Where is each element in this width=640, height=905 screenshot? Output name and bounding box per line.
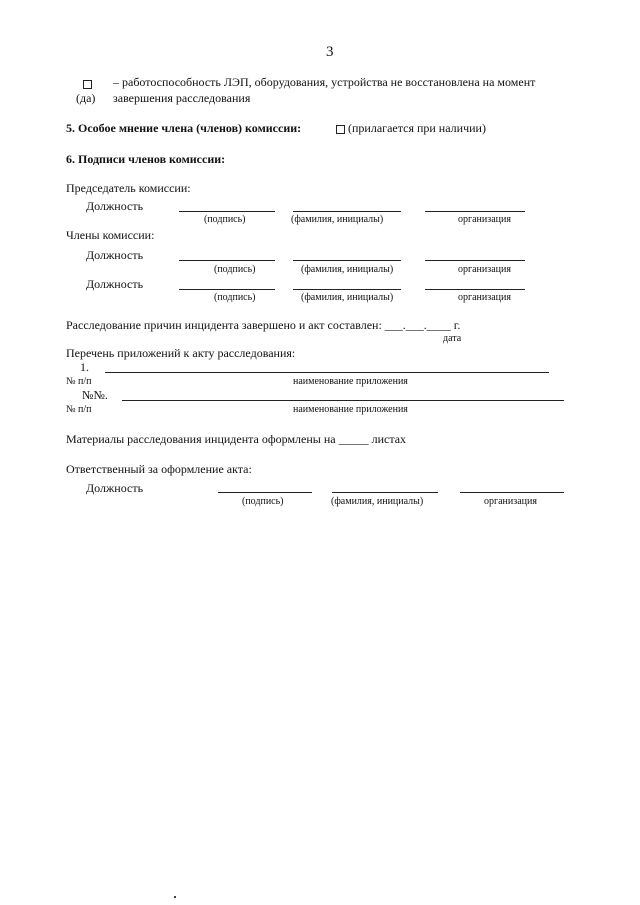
- restore-text-line2: завершения расследования: [113, 91, 251, 105]
- attachment-1-num-caption: № п/п: [66, 376, 92, 387]
- attachment-1-line[interactable]: [105, 372, 549, 373]
- chairman-position-label: Должность: [86, 199, 144, 213]
- member1-position-label: Должность: [86, 248, 144, 262]
- restore-text-line1: – работоспособность ЛЭП, оборудования, устройства не восстановлена на момент: [113, 75, 536, 89]
- chairman-name-line[interactable]: [293, 211, 401, 212]
- section5-note: (прилагается при наличии): [348, 121, 486, 135]
- section6-title: 6. Подписи членов комиссии:: [66, 152, 226, 166]
- attachment-2-num: №№.: [82, 388, 108, 402]
- member2-org-line[interactable]: [425, 289, 525, 290]
- restore-marker: (да): [76, 91, 96, 105]
- checkbox-special-opinion[interactable]: [336, 125, 345, 134]
- attachment-2-num-caption: № п/п: [66, 404, 92, 415]
- member2-name-caption: (фамилия, инициалы): [301, 292, 394, 303]
- attachment-2-line[interactable]: [122, 400, 564, 401]
- responsible-name-caption: (фамилия, инициалы): [331, 496, 424, 507]
- date-caption: дата: [443, 333, 462, 344]
- attachment-1-name-caption: наименование приложения: [293, 376, 408, 387]
- chairman-signature-line[interactable]: [179, 211, 275, 212]
- attachments-title: Перечень приложений к акту расследования:: [66, 346, 296, 360]
- member1-signature-line[interactable]: [179, 260, 275, 261]
- responsible-label: Ответственный за оформление акта:: [66, 462, 252, 476]
- attachment-2-name-caption: наименование приложения: [293, 404, 408, 415]
- responsible-org-caption: организация: [484, 496, 537, 507]
- chairman-name-caption: (фамилия, инициалы): [291, 214, 384, 225]
- member2-signature-line[interactable]: [179, 289, 275, 290]
- member2-signature-caption: (подпись): [214, 292, 256, 303]
- member1-signature-caption: (подпись): [214, 264, 256, 275]
- members-label: Члены комиссии:: [66, 228, 155, 242]
- page-number: 3: [326, 44, 334, 60]
- member1-name-line[interactable]: [293, 260, 401, 261]
- responsible-position-label: Должность: [86, 481, 144, 495]
- member1-org-caption: организация: [458, 264, 511, 275]
- checkbox-restore[interactable]: [83, 80, 92, 89]
- chairman-org-caption: организация: [458, 214, 511, 225]
- responsible-org-line[interactable]: [460, 492, 564, 493]
- completed-text: Расследование причин инцидента завершено и акт составлен: ___.___.____ г.: [66, 318, 461, 332]
- attachment-1-num: 1.: [80, 360, 89, 374]
- scan-artifact: [174, 896, 176, 898]
- member2-org-caption: организация: [458, 292, 511, 303]
- responsible-signature-line[interactable]: [218, 492, 312, 493]
- materials-text: Материалы расследования инцидента оформлены на _____ листах: [66, 432, 407, 446]
- member2-position-label: Должность: [86, 277, 144, 291]
- chairman-org-line[interactable]: [425, 211, 525, 212]
- responsible-signature-caption: (подпись): [242, 496, 284, 507]
- section5-title: 5. Особое мнение члена (членов) комиссии:: [66, 121, 302, 135]
- chairman-signature-caption: (подпись): [204, 214, 246, 225]
- chairman-label: Председатель комиссии:: [66, 181, 191, 195]
- member1-org-line[interactable]: [425, 260, 525, 261]
- member2-name-line[interactable]: [293, 289, 401, 290]
- member1-name-caption: (фамилия, инициалы): [301, 264, 394, 275]
- responsible-name-line[interactable]: [332, 492, 438, 493]
